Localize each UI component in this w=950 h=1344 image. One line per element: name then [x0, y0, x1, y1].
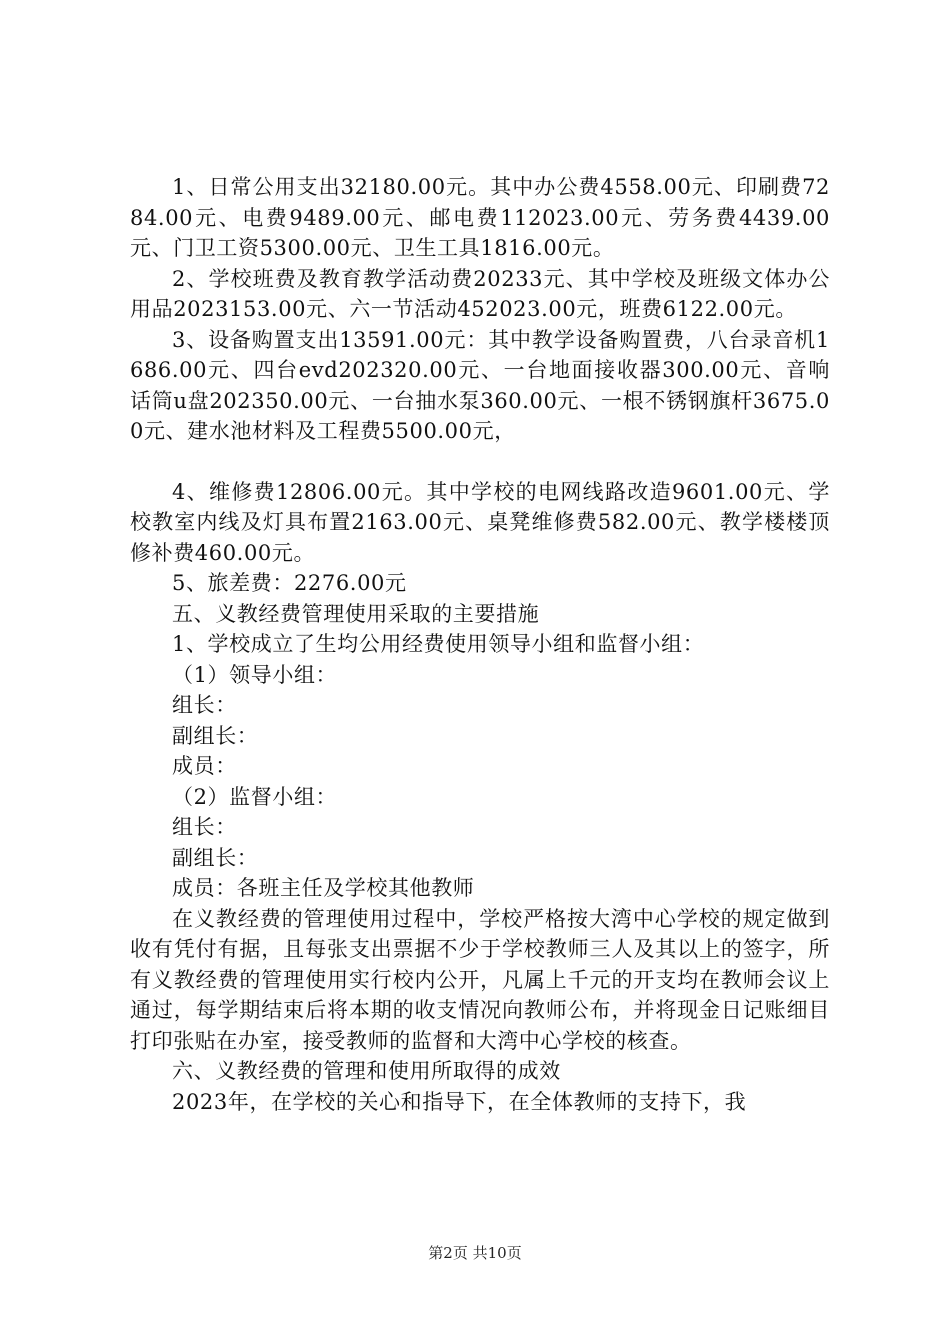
paragraph-repair-fees: 4、维修费12806.00元。其中学校的电网线路改造9601.00元、学校教室内线及灯具布置2163.00元、桌凳维修费582.00元、教学楼楼顶修补费460.00元。 — [130, 479, 830, 565]
paragraph-management-process: 在义教经费的管理使用过程中，学校严格按大湾中心学校的规定做到收有凭付有据，且每张支出票据不少于学校教师三人及其以上的签字，所有义教经费的管理使用实行校内公开，凡属上千元的开支均在教师会议上通过，每学期结束后将本期的收支情况向教师公布，并将现金日记账细目打印张贴在办室，接受教师的监督和大湾中心学校的核查。 — [130, 906, 830, 1053]
paragraph-groups-established: 1、学校成立了生均公用经费使用领导小组和监督小组： — [172, 632, 705, 656]
page-number-footer: 第2页 共10页 — [428, 1244, 522, 1262]
leading-group-leader: 组长： — [172, 693, 237, 717]
paragraph-class-fees: 2、学校班费及教育教学活动费20233元、其中学校及班级文体办公用品2023153.00元、六一节活动452023.00元，班费6122.00元。 — [130, 266, 830, 321]
blank-line — [130, 447, 830, 477]
leading-group-deputy: 副组长： — [172, 723, 259, 748]
supervision-group-members: 成员：各班主任及学校其他教师 — [172, 876, 475, 900]
section-heading-results: 六、义教经费的管理和使用所取得的成效 — [172, 1059, 561, 1083]
supervision-group-deputy: 副组长： — [172, 845, 259, 870]
paragraph-daily-expenses: 1、日常公用支出32180.00元。其中办公费4558.00元、印刷费7284.00元、电费9489.00元、邮电费112023.00元、劳务费4439.00元、门卫工资5300.00元、卫生工具1816.00元。 — [130, 175, 830, 260]
paragraph-results-intro: 2023年，在学校的关心和指导下，在全体教师的支持下，我 — [172, 1089, 747, 1114]
leading-group-members: 成员： — [172, 754, 237, 778]
paragraph-equipment-purchase: 3、设备购置支出13591.00元：其中教学设备购置费，八台录音机1686.00元、四台evd202320.00元、一台地面接收器300.00元、音响话筒u盘202350.00元、一台抽水泵360.00元、一根不锈钢旗杆3675.00元、建水池材料及工程费5500.00元， — [130, 327, 830, 443]
supervision-group-leader: 组长： — [172, 815, 237, 839]
section-heading-measures: 五、义教经费管理使用采取的主要措施 — [172, 601, 540, 626]
document-body — [130, 172, 830, 1117]
leading-group-heading: （1）领导小组： — [172, 662, 338, 687]
paragraph-travel-expenses: 5、旅差费：2276.00元 — [172, 571, 407, 595]
supervision-group-heading: （2）监督小组： — [172, 784, 338, 809]
